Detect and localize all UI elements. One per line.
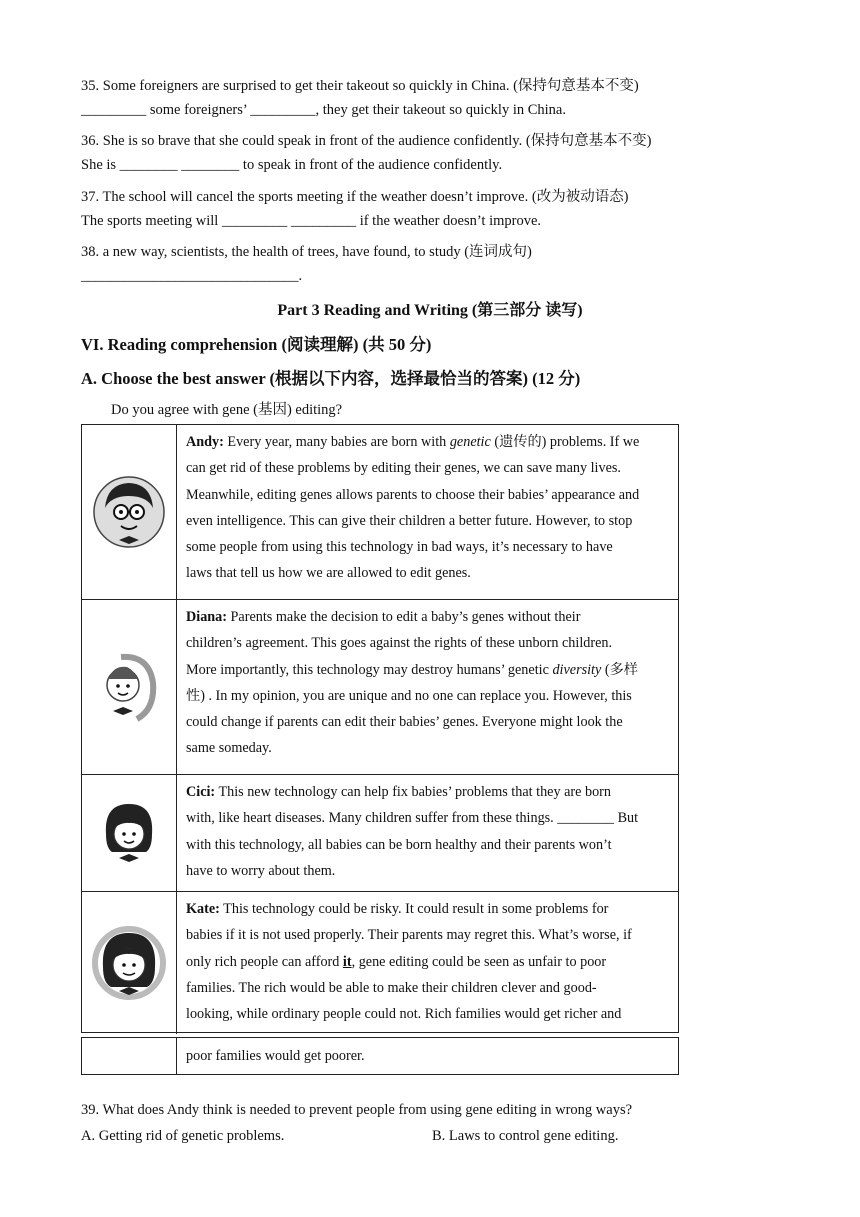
opinion-line: 性) . In my opinion, you are unique and no one can replace you. However, this — [186, 687, 632, 704]
opinion-text-kate — [186, 896, 672, 1027]
opinion-text-diana — [186, 604, 672, 762]
section-a-heading: A. Choose the best answer (根据以下内容，选择最恰当的答案) (12 分) — [81, 369, 581, 388]
q39-prompt: 39. What does Andy think is needed to prevent people from using gene editing in wrong ways? — [81, 1102, 633, 1118]
opinion-line: Meanwhile, editing genes allows parents to choose their babies’ appearance and — [186, 486, 640, 503]
opinion-line: only rich people can afford it, gene editing could be seen as unfair to poor — [186, 953, 607, 970]
opinion-line: same someday. — [186, 740, 272, 757]
avatar-cell — [82, 775, 177, 891]
opinion-line: This new technology can help fix babies’ problems that they are born — [215, 784, 611, 800]
q39-option-a: A. Getting rid of genetic problems. — [81, 1128, 285, 1144]
opinion-line: babies if it is not used properly. Their parents may regret this. What’s worse, if — [186, 927, 632, 944]
speaker-name: Andy: — [186, 434, 224, 450]
opinion-line: could change if parents can edit their babies’ genes. Everyone might look the — [186, 714, 623, 731]
q35-prompt: 35. Some foreigners are surprised to get their takeout so quickly in China. (保持句意基本不变) — [81, 78, 639, 94]
boy-glasses-icon — [91, 474, 167, 550]
q36-prompt: 36. She is so brave that she could speak in front of the audience confidently. (保持句意基本不变) — [81, 133, 652, 149]
section-vi-heading: VI. Reading comprehension (阅读理解) (共 50 分) — [81, 335, 432, 354]
girl-long-hair-avatar-icon — [91, 925, 167, 1001]
passage-intro: Do you agree with gene (基因) editing? — [111, 402, 343, 418]
opinions-table — [81, 424, 679, 1033]
opinion-row-diana — [82, 599, 678, 774]
opinion-line: with this technology, all babies can be born healthy and their parents won’t — [186, 836, 612, 853]
opinion-line: some people from using this technology in bad ways, it’s necessary to have — [186, 539, 613, 556]
q38-prompt: 38. a new way, scientists, the health of trees, have found, to study (连词成句) — [81, 244, 532, 260]
opinion-line: can get rid of these problems by editing their genes, we can save many lives. — [186, 460, 621, 477]
girl-bob-avatar-icon — [96, 798, 162, 868]
q39-option-b: B. Laws to control gene editing. — [432, 1128, 619, 1144]
opinion-line: with, like heart diseases. Many children suffer from these things. ________ But — [186, 810, 639, 827]
avatar-cell — [82, 425, 177, 599]
opinion-line: Parents make the decision to edit a baby’s genes without their — [227, 609, 581, 625]
opinions-table-continued — [81, 1037, 679, 1075]
avatar-cell — [82, 892, 177, 1034]
q37-prompt: 37. The school will cancel the sports meeting if the weather doesn’t improve. (改为被动语态) — [81, 189, 629, 205]
opinion-line: children’s agreement. This goes against the rights of these unborn children. — [186, 635, 613, 652]
speaker-name: Kate: — [186, 901, 220, 917]
opinion-line: Every year, many babies are born with genetic (遗传的) problems. If we — [223, 434, 640, 450]
opinion-line: looking, while ordinary people could not. Rich families would get richer and — [186, 1006, 622, 1023]
avatar-cell — [82, 600, 177, 774]
opinion-line: This technology could be risky. It could result in some problems for — [219, 901, 609, 917]
opinion-line: families. The rich would be able to make their children clever and good- — [186, 979, 597, 996]
speaker-name: Diana: — [186, 609, 227, 625]
avatar-cell-empty — [82, 1038, 177, 1074]
q35-answer-line: _________ some foreigners’ _________, they get their takeout so quickly in China. — [81, 102, 566, 118]
part3-title: Part 3 Reading and Writing (第三部分 读写) — [277, 302, 583, 319]
continuation-text: poor families would get poorer. — [186, 1048, 365, 1064]
opinion-line: More importantly, this technology may destroy humans’ genetic diversity (多样 — [186, 661, 638, 678]
opinion-line: even intelligence. This can give their children a better future. However, to stop — [186, 512, 633, 529]
q37-answer-line: The sports meeting will _________ _________ if the weather doesn’t improve. — [81, 213, 542, 229]
q38-answer-line: ______________________________. — [81, 268, 303, 284]
opinion-text-cici — [186, 779, 672, 884]
opinion-row-cici — [82, 774, 678, 891]
opinion-text-andy — [186, 429, 672, 587]
opinion-row-andy — [82, 425, 678, 599]
girl-avatar-icon — [99, 649, 159, 725]
opinion-line: laws that tell us how we are allowed to edit genes. — [186, 565, 471, 582]
opinion-row-kate — [82, 891, 678, 1034]
q36-answer-line: She is ________ ________ to speak in front of the audience confidently. — [81, 157, 503, 173]
speaker-name: Cici: — [186, 784, 216, 800]
opinion-line: have to worry about them. — [186, 862, 336, 879]
